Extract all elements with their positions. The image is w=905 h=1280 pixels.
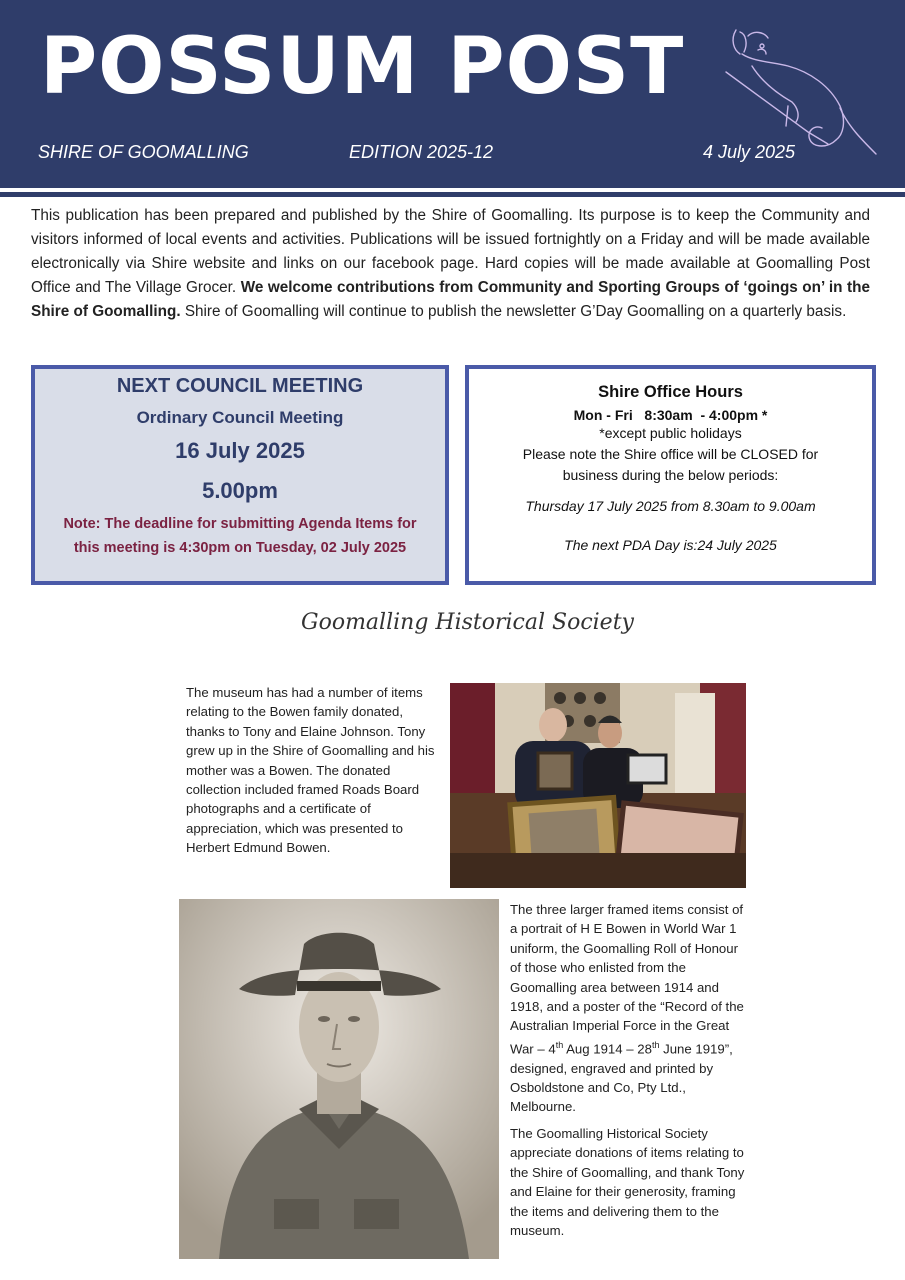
council-meeting-time: 5.00pm xyxy=(202,478,278,503)
council-meeting-box xyxy=(31,365,449,585)
para2-text: June 1919”, designed, engraved and printed by Osboldstone and Co, Pty Ltd., Melbourne. xyxy=(510,1041,733,1115)
para2-text: The three larger framed items consist of a portrait of H E Bowen in World War 1 uniform, the Goomalling Roll of Honour of those who enlisted from the Goomalling area between 1914 and 1918, and a poster of the “Record of the Australian Imperial Force in the Great War – 4 xyxy=(510,902,744,1057)
council-meeting-title: NEXT COUNCIL MEETING xyxy=(116,375,364,397)
issue-date: 4 July 2025 xyxy=(703,142,796,162)
intro-text: This publication has been prepared and published by the Shire of Goomalling. Its purpose is to keep the Community and visitors informed of local events and activities. Publications will be issued fortnightly on a Friday and will be made available electronically via Shire website and links on our facebook page. Hard copies will be made available at Goomalling Post Office and The Village Grocer. xyxy=(31,207,870,296)
closure-notice-line: business during the below periods: xyxy=(562,467,779,483)
society-paragraph-1: The museum has had a number of items relating to the Bowen family donated, thanks to Tony and Elaine Johnson. Tony grew up in the Shire of Goomalling and his mother was a Bowen. The donated collection included framed Roads Board photographs and a certificate of appreciation, which was presented to Herbert Edmund Bowen. xyxy=(186,685,435,856)
newsletter-title: POSSUM POST xyxy=(40,22,685,112)
council-meeting-subtitle: Ordinary Council Meeting xyxy=(136,408,344,427)
council-meeting-date: 16 July 2025 xyxy=(175,438,305,463)
intro-text-end: Shire of Goomalling will continue to publish the newsletter G’Day Goomalling on a quarterly basis. xyxy=(180,303,847,320)
closure-period: Thursday 17 July 2025 from 8.30am to 9.00am xyxy=(525,498,816,514)
public-holiday-note: *except public holidays xyxy=(599,425,742,441)
office-hours-box xyxy=(465,365,876,585)
donation-photo xyxy=(450,683,746,888)
agenda-note-line: this meeting is 4:30pm on Tuesday, 02 July 2025 xyxy=(73,540,407,556)
superscript: th xyxy=(651,1039,660,1050)
office-hours-title: Shire Office Hours xyxy=(598,383,743,401)
society-paragraph-3: The Goomalling Historical Society appreciate donations of items relating to the Shire of Goomalling, and thank Tony and Elaine for their generosity, framing the items and delivering them to the museum. xyxy=(510,1126,745,1239)
intro-paragraph xyxy=(31,204,870,324)
superscript: th xyxy=(555,1039,564,1050)
shire-name: SHIRE OF GOOMALLING xyxy=(38,142,249,162)
society-heading: Goomalling Historical Society xyxy=(301,610,634,635)
para2-text: Aug 1914 – 28 xyxy=(563,1041,652,1057)
pda-day: The next PDA Day is:24 July 2025 xyxy=(564,537,777,553)
closure-notice-line: Please note the Shire office will be CLOSED for xyxy=(522,446,819,462)
possum-icon xyxy=(718,22,888,172)
society-paragraph-2 xyxy=(510,900,748,1117)
masthead xyxy=(0,0,905,188)
intro-bold-text: We welcome contributions from Community and Sporting Groups of ‘goings on’ in the Shire of Goomalling. xyxy=(31,279,870,320)
soldier-portrait xyxy=(179,899,499,1259)
header-rule xyxy=(0,192,905,197)
office-hours-times: Mon - Fri 8:30am - 4:00pm * xyxy=(573,407,768,423)
agenda-deadline-note xyxy=(35,512,445,560)
agenda-note-line: Note: The deadline for submitting Agenda Items for xyxy=(63,516,417,532)
edition-number: EDITION 2025-12 xyxy=(349,142,494,162)
